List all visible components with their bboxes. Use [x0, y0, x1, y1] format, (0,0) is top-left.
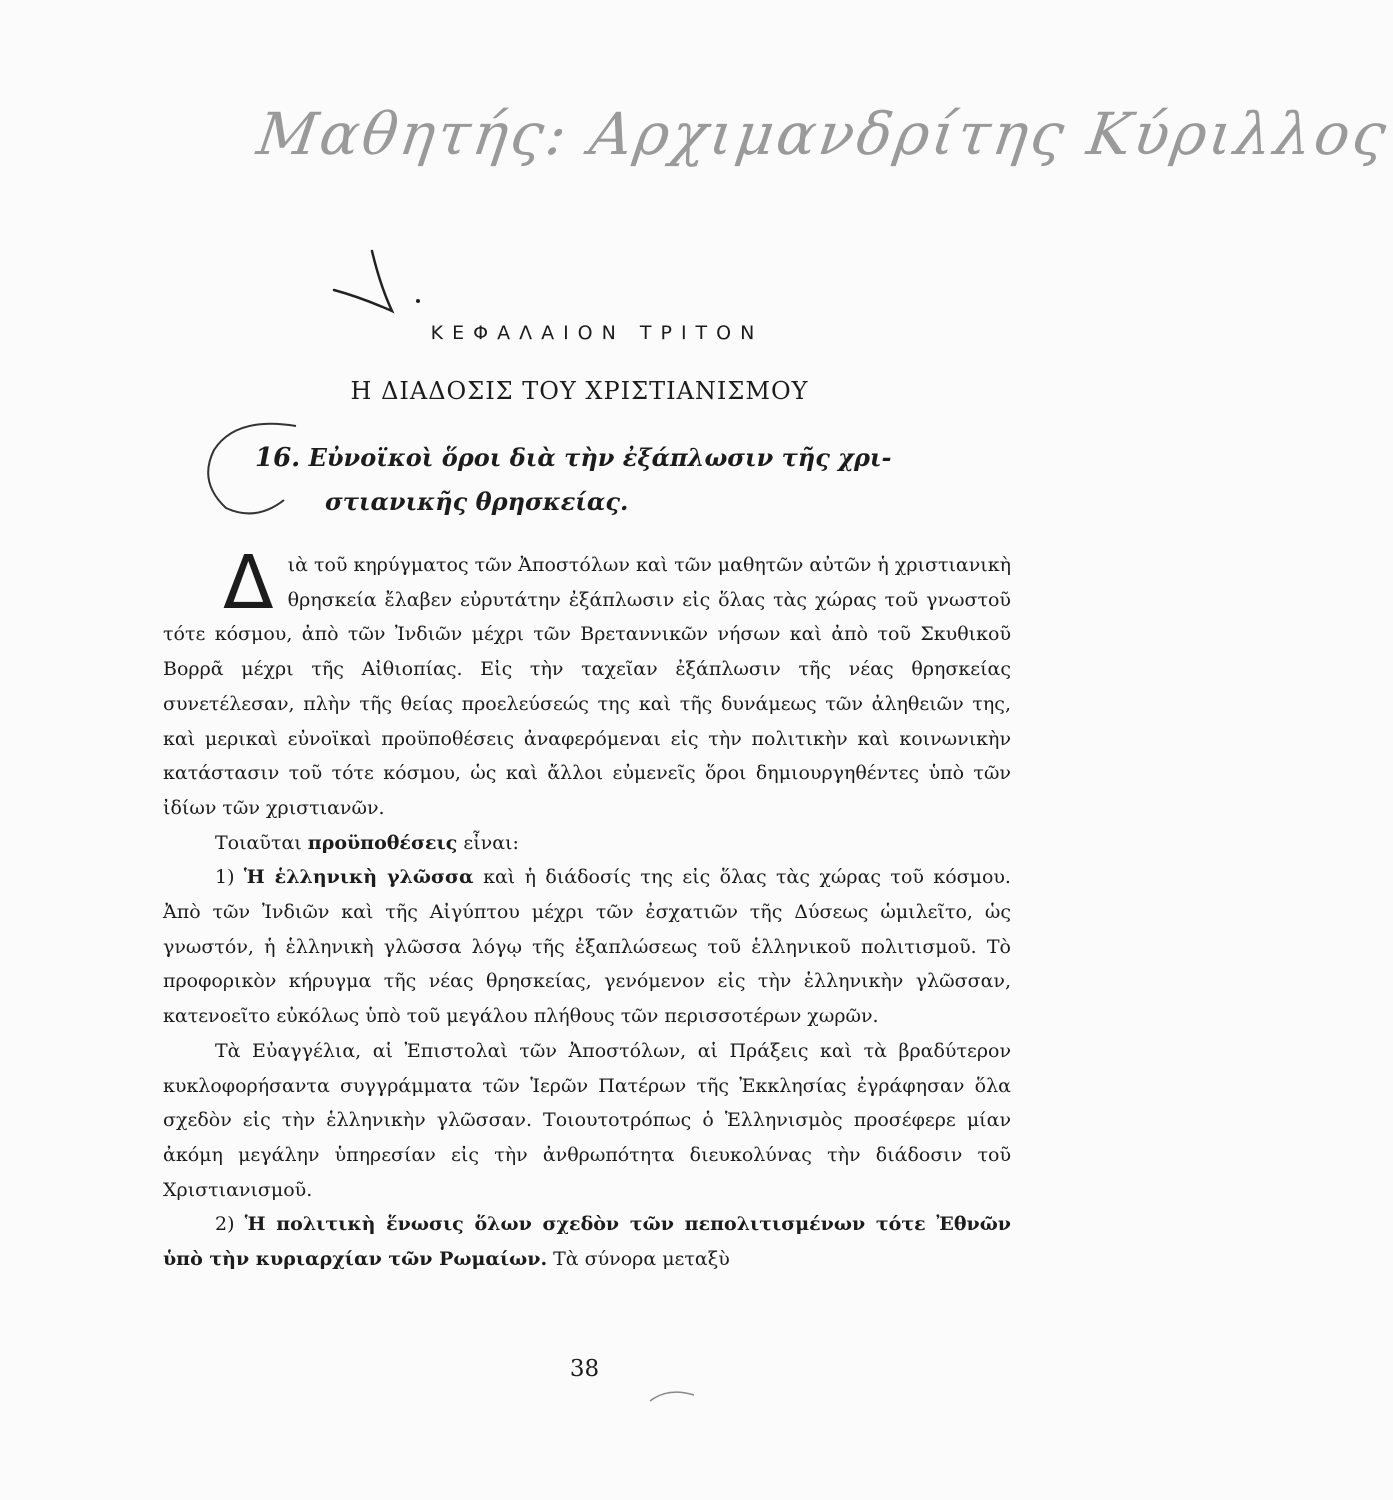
section-title-line1: Εὐνοϊκοὶ ὅροι διὰ τὴν ἐξάπλωσιν τῆς χρι- [308, 443, 892, 472]
chapter-title: Η ΔΙΑΔΟΣΙΣ ΤΟΥ ΧΡΙΣΤΙΑΝΙΣΜΟΥ [350, 377, 809, 405]
paragraph-5-bold: Ἡ πολιτικὴ ἕνωσις ὅλων σχεδὸν τῶν πεπολιτισμένων τότε Ἐθνῶν ὑπὸ τὴν κυριαρχίαν τῶν Ρωμαίων. [163, 1213, 1011, 1271]
check-mark-icon [330, 245, 420, 325]
paragraph-2-bold: προϋποθέσεις [307, 831, 458, 854]
paragraph-3-text: καὶ ἡ διάδοσίς της εἰς ὅλας τὰς χώρας τοῦ κόσμου. Ἀπὸ τῶν Ἰνδιῶν καὶ τῆς Αἰγύπτου μέχρι τῶν ἐσχατιῶν τῆς Δύσεως ὡμιλεῖτο, ὡς γνωστόν, ἡ ἑλληνικὴ γλῶσσα λόγῳ τῆς ἐξαπλώσεως τοῦ ἑλληνικοῦ πολιτισμοῦ. Τὸ προφορικὸν κήρυγμα τῆς νέας θρησκείας, γενόμενον εἰς τὴν ἑλληνικὴν γλῶσσαν, κατενοεῖτο εὐκόλως ὑπὸ τοῦ μεγάλου πλήθους τῶν περισσοτέρων χωρῶν. [163, 866, 1011, 1028]
page-number: 38 [569, 1356, 600, 1382]
paragraph-1-text: ιὰ τοῦ κηρύγματος τῶν Ἀποστόλων καὶ τῶν μαθητῶν αὐτῶν ἡ χριστιανικὴ θρησκεία ἔλαβεν εὐρυτάτην ἐξάπλωσιν εἰς ὅλας τὰς χώρας τοῦ γνωστοῦ τότε κόσμου, ἀπὸ τῶν Ἰνδιῶν μέχρι τῶν Βρεταννικῶν νήσων καὶ ἀπὸ τοῦ Σκυθικοῦ Βορρᾶ μέχρι τῆς Αἰθιοπίας. Εἰς τὴν ταχεῖαν ἐξάπλωσιν τῆς νέας θρησκείας συνετέλεσαν, πλὴν τῆς θείας προελεύσεώς της καὶ τῆς δυνάμεως τῶν ἀληθειῶν της, καὶ μερικαὶ εὐνοϊκαὶ προϋποθέσεις ἀναφερόμεναι εἰς τὴν πολιτικὴν καὶ κοινωνικὴν κατάστασιν τοῦ τότε κόσμου, ὡς καὶ ἄλλοι εὐμενεῖς ὅροι δημιουργηθέντες ὑπὸ τῶν ἰδίων τῶν χριστιανῶν. [163, 554, 1011, 819]
paragraph-3-number: 1) [215, 866, 235, 889]
paragraph-5-number: 2) [215, 1213, 235, 1236]
drop-cap: Δ [223, 540, 274, 626]
paragraph-5 [163, 1207, 1011, 1276]
section-heading [255, 436, 975, 524]
handwritten-note: Μαθητής: Αρχιμανδρίτης Κύριλλος [253, 100, 1393, 168]
pencil-stroke-icon [648, 1385, 698, 1405]
paragraph-4: Τὰ Εὐαγγέλια, αἱ Ἐπιστολαὶ τῶν Ἀποστόλων, αἱ Πράξεις καὶ τὰ βραδύτερον κυκλοφορήσαντα συγγράμματα τῶν Ἱερῶν Πατέρων τῆς Ἐκκλησίας ἐγράφησαν ὅλα σχεδὸν εἰς τὴν ἑλληνικὴν γλῶσσαν. Τοιουτοτρόπως ὁ Ἑλληνισμὸς προσέφερε μίαν ἀκόμη μεγάλην ὑπηρεσίαν εἰς τὴν ἀνθρωπότητα διευκολύνας τὴν διάδοσιν τοῦ Χριστιανισμοῦ. [163, 1039, 1011, 1201]
section-title-line2: στιανικῆς θρησκείας. [325, 487, 629, 516]
body-text [163, 540, 1011, 1277]
paragraph-1 [163, 540, 1011, 826]
paragraph-3-bold: Ἡ ἑλληνικὴ γλῶσσα [243, 866, 474, 889]
paragraph-2-prefix: Τοιαῦται [215, 831, 302, 854]
paragraph-2 [163, 826, 1011, 861]
section-number: 16. [255, 443, 301, 473]
chapter-label: ΚΕΦΑΛΑΙΟΝ ΤΡΙΤΟΝ [430, 322, 764, 344]
paragraph-2-suffix: εἶναι: [463, 831, 519, 854]
paragraph-3 [163, 860, 1011, 1034]
paragraph-5-text: Τὰ σύνορα μεταξὺ [553, 1248, 730, 1271]
